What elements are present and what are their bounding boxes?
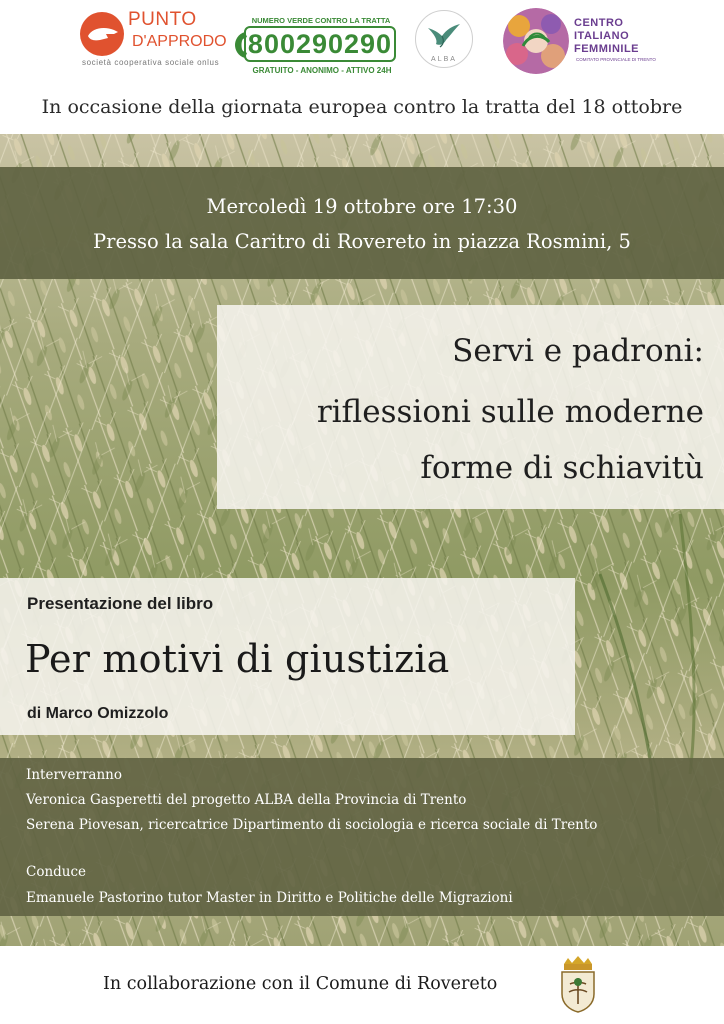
event-date-band bbox=[0, 167, 724, 279]
cif-logo bbox=[503, 8, 569, 74]
speaker-item: Veronica Gasperetti del progetto ALBA della Provincia di Trento bbox=[26, 792, 467, 808]
headline-line-3: forme di schiavitù bbox=[420, 450, 704, 486]
hotline-number: 800290290 bbox=[247, 29, 393, 59]
logo-strip bbox=[0, 0, 724, 90]
event-date-time: Mercoledì 19 ottobre ore 17:30 bbox=[206, 195, 518, 218]
hotline-bottom-label: GRATUITO - ANONIMO - ATTIVO 24H bbox=[252, 66, 392, 75]
hand-logo-icon bbox=[78, 10, 126, 58]
moderator-heading: Conduce bbox=[26, 864, 87, 880]
footer-collaboration: In collaborazione con il Comune di Rovereto bbox=[103, 974, 498, 994]
cif-title-2: ITALIANO bbox=[574, 30, 630, 42]
cif-title-1: CENTRO bbox=[574, 17, 624, 29]
punto-approdo-title-2: D'APPRODO bbox=[132, 33, 227, 50]
headline-line-2: riflessioni sulle moderne bbox=[316, 394, 704, 430]
moderator-name: Emanuele Pastorino tutor Master in Diritto e Politiche delle Migrazioni bbox=[26, 890, 513, 906]
intro-line: In occasione della giornata europea contro la tratta del 18 ottobre bbox=[41, 96, 683, 118]
cif-title-3: FEMMINILE bbox=[574, 43, 639, 55]
book-title: Per motivi di giustizia bbox=[25, 637, 450, 681]
speaker-item: Serena Piovesan, ricercatrice Dipartimento di sociologia e ricerca sociale di Trento bbox=[26, 817, 598, 833]
event-venue: Presso la sala Caritro di Rovereto in piazza Rosmini, 5 bbox=[93, 230, 631, 253]
book-intro: Presentazione del libro bbox=[27, 594, 214, 613]
cif-subtitle: COMITATO PROVINCIALE DI TRENTO bbox=[576, 57, 656, 62]
hotline-top-label: NUMERO VERDE CONTRO LA TRATTA bbox=[251, 16, 391, 25]
coat-of-arms-icon bbox=[556, 954, 600, 1014]
book-author: di Marco Omizzolo bbox=[27, 705, 169, 722]
punto-approdo-title: PUNTO bbox=[128, 9, 197, 30]
bird-icon bbox=[424, 20, 464, 50]
alba-label: ALBA bbox=[431, 56, 457, 63]
cif-mosaic-icon bbox=[503, 8, 569, 74]
speakers-heading: Interverranno bbox=[26, 767, 122, 783]
headline-line-1: Servi e padroni: bbox=[452, 333, 704, 369]
punto-approdo-subtitle: società cooperativa sociale onlus bbox=[82, 58, 220, 67]
